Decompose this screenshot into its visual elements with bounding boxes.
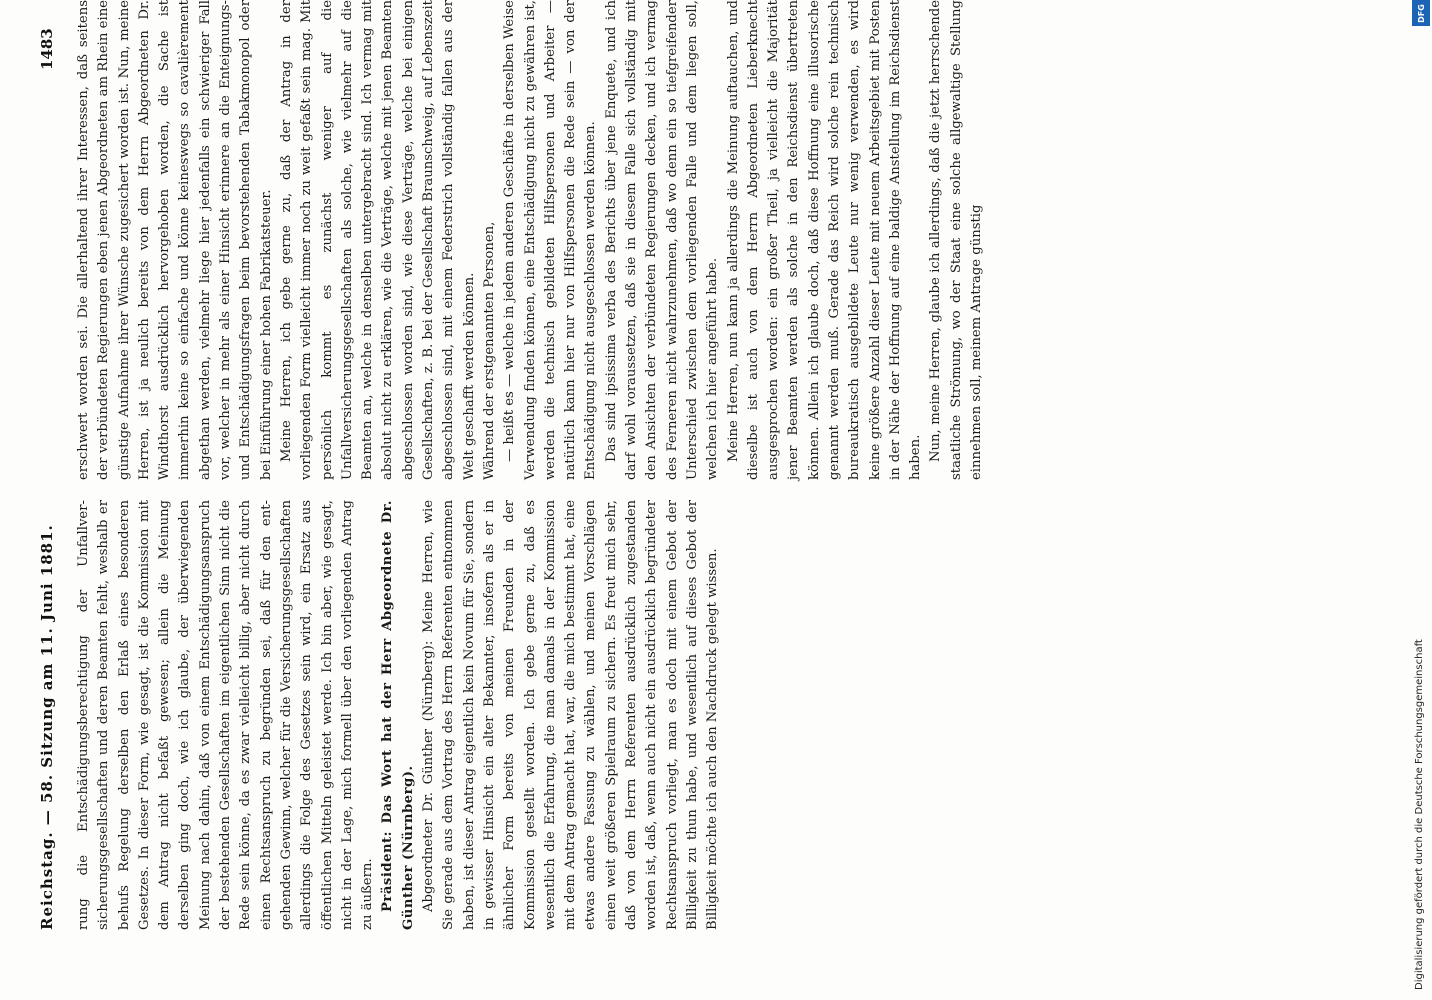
text-column-right — [74, 0, 1384, 480]
paragraph: Meine Herren, nun kann ja allerdings die Meinung auftauchen, und dieselbe ist auch von dem Herrn Abgeordneten Lieberknecht ausgesprochen worden: ein großer Theil, ja vielleicht die Majorität jener Beamten werden als solche in den Reichsdienst übertreten können. Allein ich glaube doch, daß diese Hoffnung eine illusorische genannt werden muß. Gerade das Reich wird solche rein technisch bureaukratisch ausgebildete Leute nur wenig verwenden, es wird keine größere Anzahl dieser Leute mit neuem Arbeitsgebiet mit Posten in der Nähe der Hoffnung auf eine baldige Anstellung im Reichsdienst haben. — [725, 0, 924, 480]
paragraph: Während der erstgenannten Personen, — [481, 221, 497, 480]
dfg-logo — [1412, 0, 1430, 26]
text-column-left — [74, 500, 721, 930]
page-header: Reichstag. — 58. Sitzung am 11. Juni 1881. — [38, 524, 56, 930]
digitization-note: Digitalisierung gefördert durch die Deutsche Forschungsgemeinschaft — [1414, 639, 1425, 990]
paragraph: erschwert worden sei. Die allerhaltend ihrer Interessen, daß seitens der verbündeten Regierungen eben jenen Abgeordneten am Rhein eine günstige Aufnahme ihrer Wünsche zugesichert worden ist. Nun, meine Herren, ist ja neulich bereits von dem Herrn Abgeordneten Dr. Windthorst ausdrücklich hervorgehoben worden, die Sache ist immerhin keine so einfache und könne keineswegs so cavalièrement abgethan werden, vielmehr liege hier jedenfalls ein schwieriger Fall vor, welcher in mehr als einer Hinsicht erinnere an die Enteignungs- und Entschädigungsfragen beim bevorstehenden Tabakmonopol oder bei Einführung einer hohen Fabrikatsteuer. — [76, 0, 274, 480]
page-number: 1483 — [38, 28, 56, 70]
paragraph: Nun, meine Herren, glaube ich allerdings, daß die jetzt herrschende staatliche Strömung, wo der Staat eine solche allgewaltige Stellung einnehmen soll, meinem Antrage günstig — [928, 0, 985, 480]
paragraph: Meine Herren, ich gebe gerne zu, daß der Antrag in der vorliegenden Form vielleicht immer noch zu weit gefaßt sein mag. Mit persönlich kommt es zunächst weniger auf die Unfallversicherungsgesellschaften als solche, wie vielmehr auf die Beamten an, welche in denselben untergebracht sind. Ich vermag mit absolut nicht zu erklären, wie die Verträge, welche mit jenen Beamten abgeschlossen worden sind, wie diese Verträge, welche bei einigen Gesellschaften, z. B. bei der Gesellschaft Braunschweig, auf Lebenszeit abgeschlossen sind, mit einem Federstrich vollständig fallen aus der Welt geschafft werden können. — [278, 0, 477, 480]
paragraph: Abgeordneter Dr. Günther (Nürnberg): Meine Herren, wie Sie gerade aus dem Vortrag des Herrn Referenten entnommen haben, ist dieser Antrag eigentlich kein Novum für Sie, sondern in gewisser Hinsicht ein alter Bekannter, insofern als er in ähnlicher Form bereits von meinen Freunden in der Kommission gestellt worden. Ich gebe gerne zu, daß es wesentlich die Erfahrung, die man damals in der Kommission mit dem Antrag gemacht hat, war, die mich bestimmt hat, eine etwas andere Fassung zu wählen, und meinen Vorschlägen einen weit größeren Spielraum zu sichern. Es freut mich sehr, daß von dem Herrn Referenten ausdrücklich zugestanden worden ist, daß, wenn auch nicht ein ausdrücklich begründeter Rechtsanspruch vorliegt, man es doch mit einem Gebot der Billigkeit zu thun habe, und wesentlich auf dieses Gebot der Billigkeit möchte ich auch den Nachdruck gelegt wissen. — [421, 500, 721, 930]
paragraph-speaker: Präsident: Das Wort hat der Herr Abgeordnete Dr. Günther (Nürnberg). — [380, 500, 416, 930]
dfg-logo-text: DFG — [1416, 3, 1426, 23]
paragraph-quote: — heißt es — welche in jedem anderen Geschäfte in derselben Weise Verwendung finden können, eine Entschädigung nicht zu gewähren ist, werden die technisch gebildeten Hilfspersonen und Arbeiter — natürlich kann hier nur von Hilfspersonen die Rede sein — von der Entschädigung nicht ausgeschlossen werden können. — [502, 0, 599, 480]
paragraph: rung die Entschädigungsberechtigung der Unfallversicherungsgesellschaften und deren Beamten fehlt, weshalb er behufs Regelung derselben den Erlaß eines besonderen Gesetzes. In dieser Form, wie gesagt, ist die Kommission mit dem Antrag nicht befaßt gewesen; allein die Meinung derselben ging doch, wie ich glaube, der überwiegenden Meinung nach dahin, daß von einem Entschädigungsanspruch der bestehenden Gesellschaften im eigentlichen Sinn nicht die Rede sein könne, da es zwar vielleicht billig, aber nicht durch einen Rechtsanspruch zu begründen sei, daß für den entgehenden Gewinn, welcher für die Versicherungsgesellschaften allerdings die Folge des Gesetzes sein wird, ein Ersatz aus öffentlichen Mitteln geleistet werde. Ich bin aber, wie gesagt, nicht in der Lage, mich formell über den vorliegenden Antrag zu äußern. — [76, 500, 376, 930]
paragraph: Das sind ipsissima verba des Berichts über jene Enquete, und ich darf wohl voraussetzen, daß sie in diesem Falle sich vollständig mit den Ansichten der verbündeten Regierungen decken, und ich vermag des Ferneren nicht wahrzunehmen, daß wo denn ein so tiefgreifender Unterschied zwischen dem vorliegenden Falle und dem liegen soll, welchen ich hier angeführt habe. — [603, 0, 721, 480]
